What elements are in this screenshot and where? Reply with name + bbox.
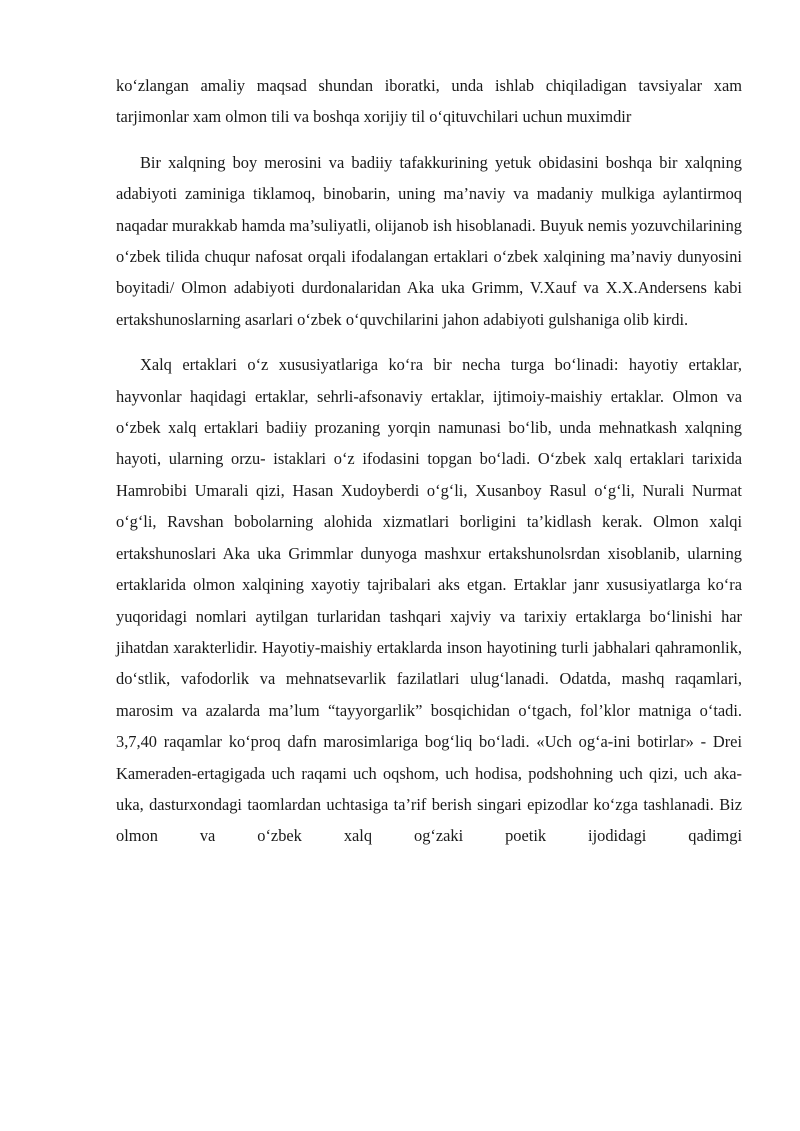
document-page <box>116 70 742 866</box>
paragraph-continuation: ko‘zlangan amaliy maqsad shundan iboratki, unda ishlab chiqiladigan tavsiyalar xam tarjimonlar xam olmon tili va boshqa xorijiy til o‘qituvchilari uchun muximdir <box>116 76 742 127</box>
paragraph-folk-tales: Xalq ertaklari o‘z xususiyatlariga ko‘ra bir necha turga bo‘linadi: hayotiy ertaklar, hayvonlar haqidagi ertaklar, sehrli-afsonaviy ertaklar, ijtimoiy-maishiy ertaklar. Olmon va o‘zbek xalq ertaklari badiiy prozaning yorqin namunasi bo‘lib, unda mehnatkash xalqning hayoti, ularning orzu- istaklari o‘z ifodasini topgan bo‘ladi. O‘zbek xalq ertaklari tarixida Hamrobibi Umarali qizi, Hasan Xudoyberdi o‘g‘li, Xusanboy Rasul o‘g‘li, Nurali Nurmat o‘g‘li, Ravshan bobolarning alohida xizmatlari borligini ta’kidlash kerak. Olmon xalqi ertakshunoslari Aka uka Grimmlar dunyoga mashxur ertakshunolsrdan xisoblanib, ularning ertaklarida olmon xalqining xayotiy tajribalari aks etgan. Ertaklar janr xususiyatlarga ko‘ra yuqoridagi nomlari aytilgan turlaridan tashqari xajviy va tarixiy ertaklarga bo‘linishi har jihatdan xarakterlidir. Hayotiy-maishiy ertaklarda inson hayotining turli jabhalari qahramonlik, do‘stlik, vafodorlik va mehnatsevarlik fazilatlari ulug‘lanadi. Odatda, mashq raqamlari, marosim va azalarda ma’lum “tayyorgarlik” bosqichidan o‘tgach, fol’klor matniga o‘tadi. 3,7,40 raqamlar ko‘proq dafn marosimlariga bog‘liq bo‘ladi. «Uch og‘a-ini botirlar» - Drei Kameraden-ertagigada uch raqami uch oqshom, uch hodisa, podshohning uch qizi, uch aka-uka, dasturxondagi taomlardan uchtasiga ta’rif berish singari epizodlar ko‘zga tashlanadi. Biz olmon va o‘zbek xalq og‘zaki poetik ijodidagi qadimgi <box>116 355 742 846</box>
paragraph-literary-heritage: Bir xalqning boy merosini va badiiy tafakkurining yetuk obidasini boshqa bir xalqning adabiyoti zaminiga tiklamoq, binobarin, uning ma’naviy va madaniy mulkiga aylantirmoq naqadar murakkab hamda ma’suliyatli, olijanob ish hisoblanadi. Buyuk nemis yozuvchilarining o‘zbek tilida chuqur nafosat orqali ifodalangan ertaklari o‘zbek xalqining ma’naviy dunyosini boyitadi/ Olmon adabiyoti durdonalaridan Aka uka Grimm, V.Xauf va X.X.Andersens kabi ertakshunoslarning asarlari o‘zbek o‘quvchilarini jahon adabiyoti gulshaniga olib kirdi. <box>116 152 742 329</box>
